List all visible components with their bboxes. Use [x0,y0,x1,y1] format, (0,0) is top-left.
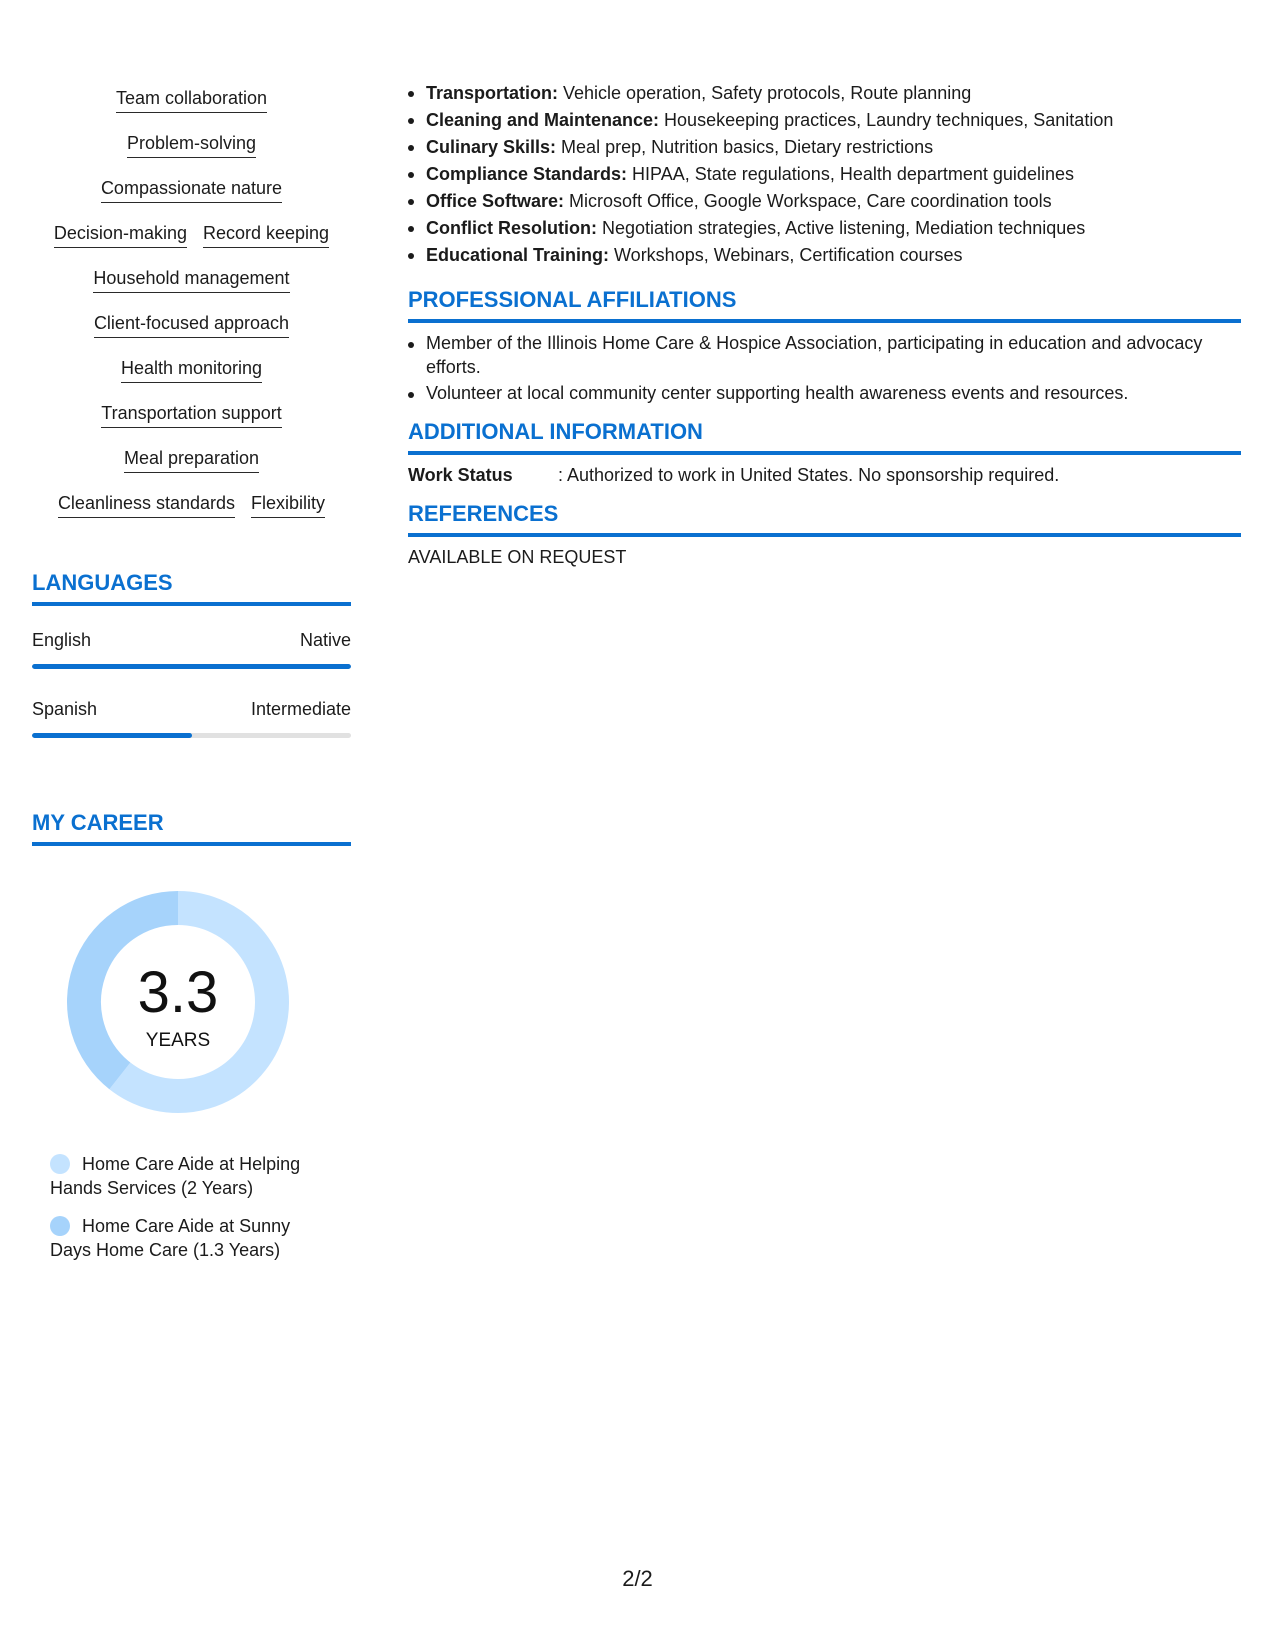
technical-skill-item [408,161,1241,188]
technical-skill-category: Culinary Skills: [426,137,557,157]
references-text: AVAILABLE ON REQUEST [408,547,627,567]
skill-row [32,131,351,176]
technical-skill-detail: Workshops, Webinars, Certification courses [609,245,963,265]
career-legend-item [50,1152,330,1200]
work-status-value: : Authorized to work in United States. No sponsorship required. [558,465,1060,485]
skill-tag: Household management [93,266,289,293]
technical-skill-item [408,188,1241,215]
language-proficiency-fill [32,733,192,738]
technical-skill-detail: Negotiation strategies, Active listening, Mediation techniques [596,218,1086,238]
languages-section [32,570,351,738]
languages-list [32,630,351,738]
technical-skill-item [408,242,1241,269]
technical-skill-detail: Housekeeping practices, Laundry techniques, Sanitation [659,110,1114,130]
technical-skill-category: Educational Training: [426,245,610,265]
language-proficiency-fill [32,664,351,669]
technical-skill-category: Office Software: [426,191,565,211]
language-row [32,699,351,723]
skill-row [32,446,351,491]
skill-row [32,176,351,221]
technical-skill-category: Compliance Standards: [426,164,628,184]
references-heading: REFERENCES [408,501,1241,537]
career-legend-label: Home Care Aide at Sunny Days Home Care (1.3 Years) [50,1216,291,1260]
skill-tag: Meal preparation [124,446,259,473]
technical-skill-detail: Microsoft Office, Google Workspace, Care coordination tools [564,191,1052,211]
right-column [408,80,1241,568]
technical-skill-detail: Vehicle operation, Safety protocols, Route planning [558,83,972,103]
skill-tag: Compassionate nature [101,176,282,203]
technical-skill-detail: HIPAA, State regulations, Health department guidelines [627,164,1074,184]
language-item [32,630,351,669]
skill-tag: Decision-making [54,221,187,248]
skill-tag: Team collaboration [116,86,267,113]
technical-skills-list [408,80,1241,269]
career-years-label: YEARS [145,1030,211,1051]
skills-list [32,86,351,536]
language-name: Spanish [32,699,98,719]
additional-info-heading: ADDITIONAL INFORMATION [408,419,1241,455]
skill-row [32,491,351,536]
affiliations-section [408,287,1241,405]
skill-tag: Health monitoring [121,356,262,383]
technical-skill-detail: Meal prep, Nutrition basics, Dietary restrictions [556,137,934,157]
skill-row [32,266,351,311]
language-proficiency-bar [32,664,351,669]
references-section [408,501,1241,568]
skill-row [32,356,351,401]
skill-row [32,401,351,446]
affiliations-heading: PROFESSIONAL AFFILIATIONS [408,287,1241,323]
technical-skill-item [408,134,1241,161]
language-proficiency-bar [32,733,351,738]
legend-dot-icon [50,1154,70,1174]
technical-skill-category: Cleaning and Maintenance: [426,110,660,130]
career-legend-item [50,1214,330,1262]
skill-tag: Flexibility [251,491,325,518]
technical-skill-item [408,80,1241,107]
skill-tag: Record keeping [203,221,329,248]
career-legend [50,1152,330,1276]
skill-tag: Problem-solving [127,131,256,158]
technical-skill-category: Conflict Resolution: [426,218,597,238]
languages-heading: LANGUAGES [32,570,351,606]
technical-skill-item [408,215,1241,242]
affiliation-item: Volunteer at local community center supporting health awareness events and resources. [408,381,1241,405]
skill-row [32,221,351,266]
language-name: English [32,630,92,650]
career-total-years: 3.3 [137,960,219,1025]
technical-skill-category: Transportation: [426,83,559,103]
career-section [32,810,351,1260]
technical-skill-item [408,107,1241,134]
work-status-label: Work Status [408,465,513,485]
affiliation-item: Member of the Illinois Home Care & Hospice Association, participating in education and advocacy efforts. [408,331,1241,379]
additional-info-section [408,419,1241,487]
skill-tag: Client-focused approach [94,311,289,338]
work-status-row [408,463,1241,487]
skill-tag: Cleanliness standards [58,491,235,518]
career-heading: MY CAREER [32,810,351,846]
language-level: Intermediate [250,699,351,719]
skill-tag: Transportation support [101,401,281,428]
language-level: Native [299,630,351,650]
career-legend-label: Home Care Aide at Helping Hands Services (2 Years) [50,1154,301,1198]
career-donut-chart [66,890,290,1114]
affiliations-list [408,331,1241,405]
page-number: 2/2 [622,1566,653,1591]
legend-dot-icon [50,1216,70,1236]
language-row [32,630,351,654]
skill-row [32,311,351,356]
skill-row [32,86,351,131]
language-item [32,699,351,738]
